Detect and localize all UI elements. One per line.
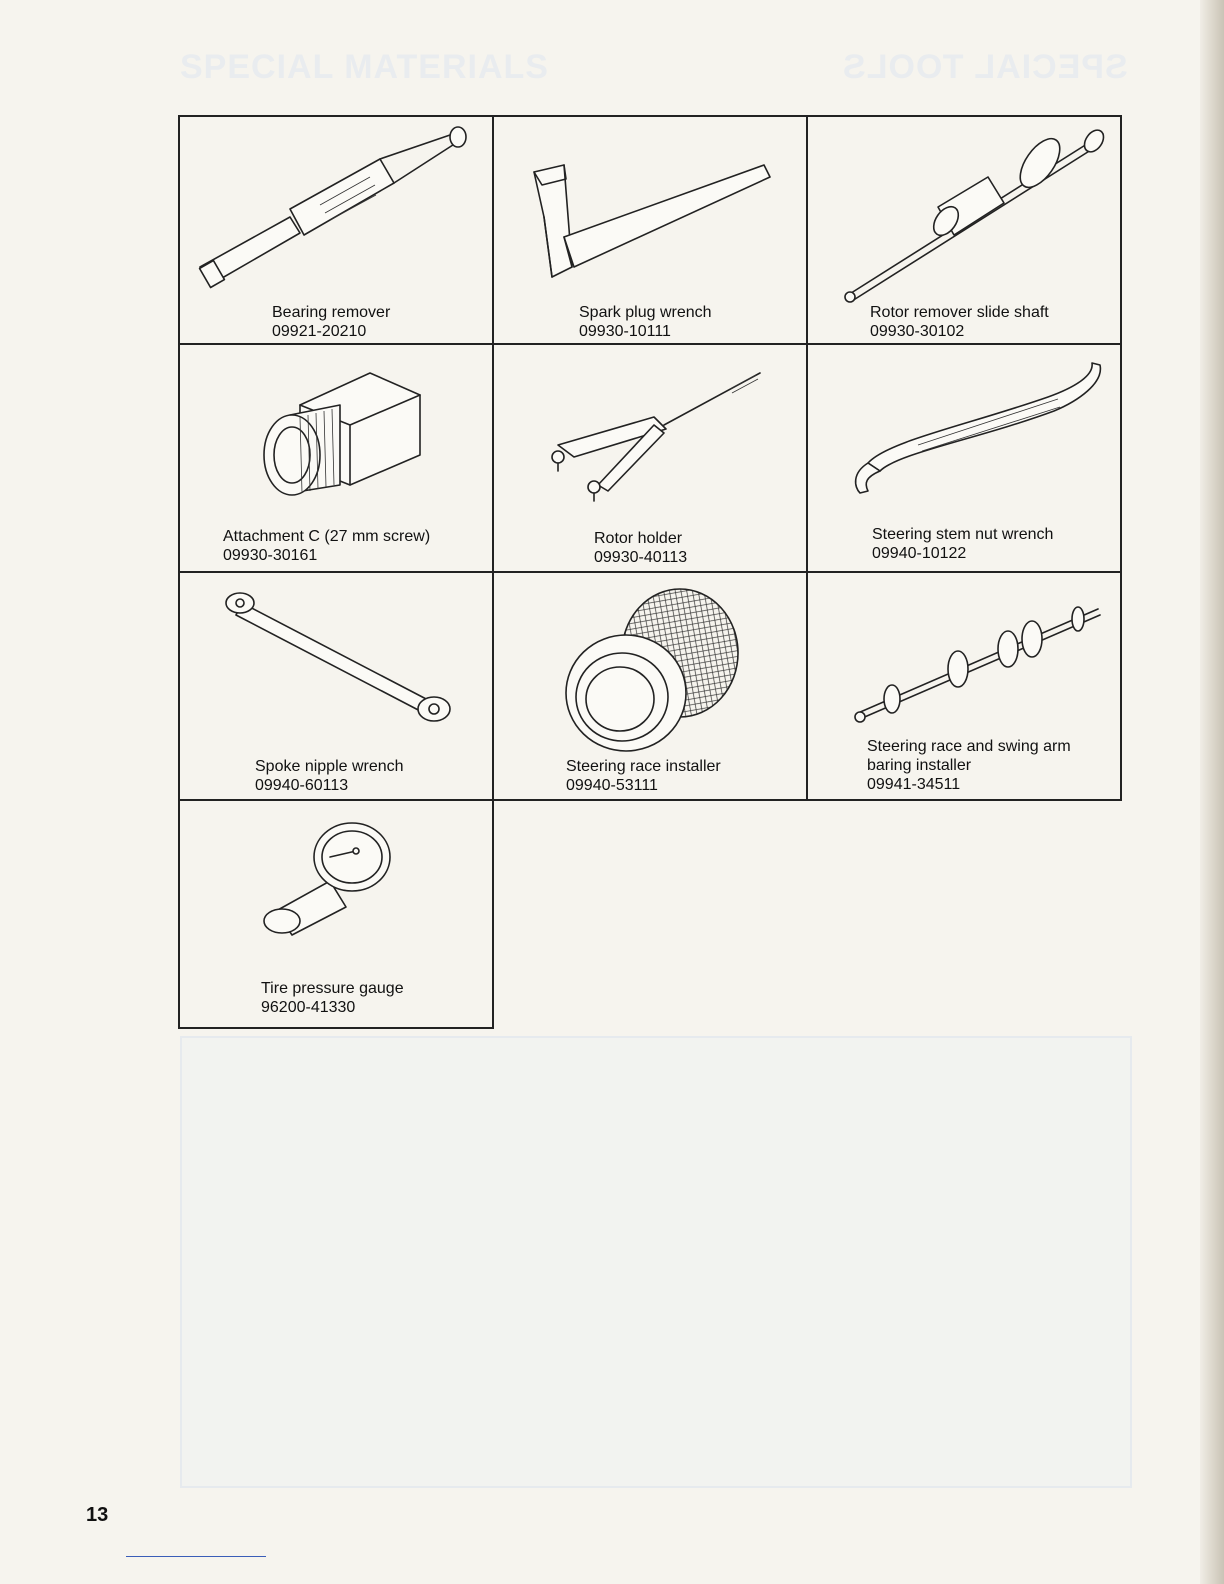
tool-cell-slide-shaft <box>806 115 1122 345</box>
tool-cell-tire-pressure-gauge <box>178 799 494 1029</box>
tool-name: Tire pressure gauge <box>261 980 404 997</box>
tool-cell-stem-nut-wrench <box>806 343 1122 573</box>
tool-cell-bearing-remover <box>178 115 494 345</box>
tool-name: Steering race installer <box>566 758 721 775</box>
tools-row-3 <box>178 573 1128 801</box>
bottom-rule <box>126 1556 266 1557</box>
tool-code: 09940-53111 <box>566 777 658 794</box>
tool-cell-spoke-nipple-wrench <box>178 571 494 801</box>
special-tools-grid <box>178 115 1128 1029</box>
tool-name: Spark plug wrench <box>579 304 712 321</box>
tool-name: Bearing remover <box>272 304 391 321</box>
bleed-through-panel <box>180 1036 1132 1488</box>
ghost-left-title: SPECIAL MATERIALS <box>180 48 549 86</box>
tool-cell-spark-plug-wrench <box>492 115 808 345</box>
tool-cell-bearing-installer <box>806 571 1122 801</box>
tool-code: 09921-20210 <box>272 323 367 340</box>
tools-row-1 <box>178 115 1128 345</box>
book-spine-shadow <box>1200 0 1224 1584</box>
tool-code: 09930-30161 <box>223 547 318 564</box>
tool-code: 09941-34511 <box>867 776 961 793</box>
tool-name: Steering stem nut wrench <box>872 526 1054 543</box>
page-number: 13 <box>86 1504 109 1526</box>
tool-name: Attachment C (27 mm screw) <box>223 528 431 545</box>
tools-row-2 <box>178 345 1128 573</box>
tool-name: Rotor holder <box>594 530 683 547</box>
tool-code: 96200-41330 <box>261 999 356 1016</box>
tool-code: 09930-30102 <box>870 323 965 340</box>
tool-name: Spoke nipple wrench <box>255 758 404 775</box>
tool-cell-attachment-c <box>178 343 494 573</box>
tool-code: 09940-10122 <box>872 545 967 562</box>
tool-cell-rotor-holder <box>492 343 808 573</box>
tool-code: 09940-60113 <box>255 777 349 794</box>
tool-name: Steering race and swing arm baring installer <box>867 738 1071 774</box>
tool-name: Rotor remover slide shaft <box>870 304 1049 321</box>
ghost-right-title: SPECIAL TOOLS <box>842 48 1128 86</box>
tool-code: 09930-10111 <box>579 323 671 340</box>
tools-row-4 <box>178 801 1128 1029</box>
tool-code: 09930-40113 <box>594 549 688 566</box>
tool-cell-race-installer <box>492 571 808 801</box>
